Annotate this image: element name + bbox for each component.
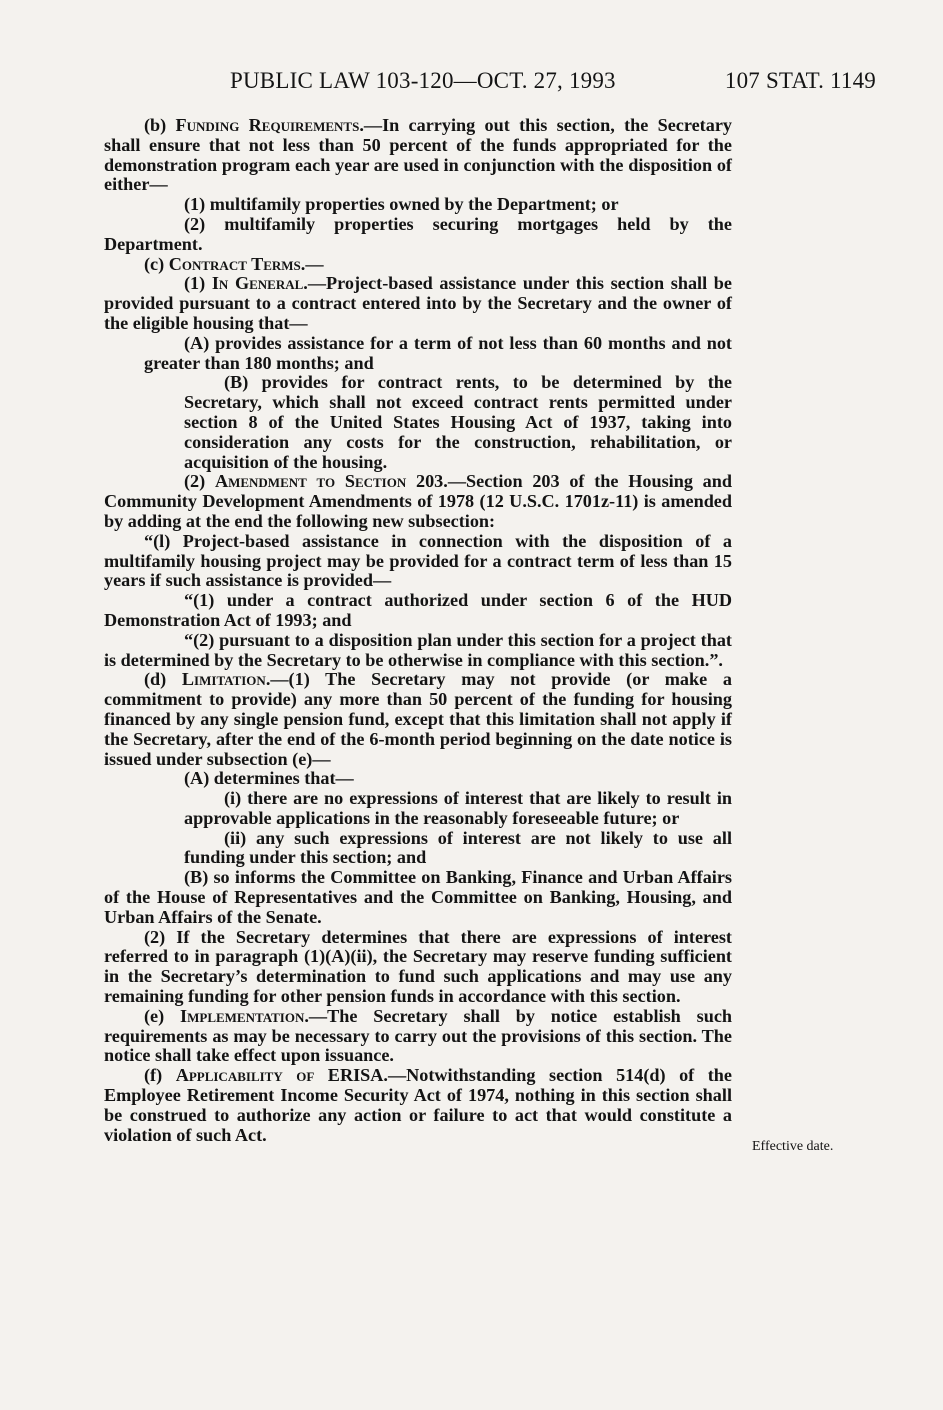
paragraph-c-contract-terms: (c) Contract Terms.— [144,253,324,274]
paragraph-quoted-l-1: “(1) under a contract authorized under section 6 of the HUD Demonstration Act of 1993; and [104,590,732,630]
paragraph-d-1-a: (A) determines that— [184,768,354,789]
header-title: PUBLIC LAW 103-120—OCT. 27, 1993 [230,68,616,93]
paragraph-quoted-l-2: “(2) pursuant to a disposition plan under this section for a project that is determined by the Secretary to be otherwise in compliance with this section.”. [104,629,732,670]
paragraph-d-1-b: (B) so informs the Committee on Banking, Finance and Urban Affairs of the House of Representatives and the Committee on Banking, Housing, and Urban Affairs of the Senate. [104,867,732,927]
paragraph-c-2-amendment: (2) Amendment to Section 203.—Section 203 of the Housing and Community Development Amendments of 1978 (12 U.S.C. 1701z-11) is amended by adding at the end the following new subsection: [104,471,732,531]
paragraph-d-1-a-ii: (ii) any such expressions of interest are not likely to use all funding under this section; and [184,827,732,868]
body-text [104,116,732,1145]
paragraph-d-2: (2) If the Secretary determines that there are expressions of interest referred to in paragraph (1)(A)(ii), the Secretary may reserve funding sufficient in the Secretary’s determination to fund such applications and may use any remaining funding for other pension funds in accordance with this section. [104,926,732,1007]
paragraph-b-funding-requirements: (b) Funding Requirements.—In carrying out this section, the Secretary shall ensure that not less than 50 percent of the funds appropriated for the demonstration program each year are used in conjunction with the disposition of either— [104,115,732,195]
running-header [230,68,876,100]
paragraph-b-2: (2) multifamily properties securing mortgages held by the Department. [104,213,732,254]
paragraph-c-1-a: (A) provides assistance for a term of not less than 60 months and not greater than 180 months; and [144,332,732,373]
paragraph-d-limitation: (d) Limitation.—(1) The Secretary may not provide (or make a commitment to provide) any more than 50 percent of the funding for housing financed by any single pension fund, except that this limitation shall not apply if the Secretary, after the end of the 6-month period beginning on the date notice is issued under subsection (e)— [104,669,732,769]
paragraph-c-1-b: (B) provides for contract rents, to be determined by the Secretary, which shall not exceed contract rents permitted under section 8 of the United States Housing Act of 1937, taking into consideration any costs for the construction, rehabilitation, or acquisition of the housing. [184,372,732,472]
paragraph-c-1-in-general: (1) In General.—Project-based assistance under this section shall be provided pursuant to a contract entered into by the Secretary and the owner of the eligible housing that— [104,273,732,333]
header-stat-citation: 107 STAT. 1149 [724,68,876,93]
paragraph-b-1: (1) multifamily properties owned by the Department; or [184,194,619,215]
paragraph-e-implementation: (e) Implementation.—The Secretary shall by notice establish such requirements as may be necessary to carry out the provisions of this section. The notice shall take effect upon issuance. [104,1005,733,1066]
paragraph-d-1-a-i: (i) there are no expressions of interest that are likely to result in approvable applications in the reasonably foreseeable future; or [184,788,732,828]
paragraph-f-applicability-erisa: (f) Applicability of ERISA.—Notwithstanding section 514(d) of the Employee Retirement Income Security Act of 1974, nothing in this section shall be construed to authorize any action or failure to act that would constitute a violation of such Act. [104,1065,732,1145]
margin-note-effective-date: Effective date. [752,1139,834,1154]
paragraph-quoted-l: “(l) Project-based assistance in connection with the disposition of a multifamily housing project may be provided for a contract term of less than 15 years if such assistance is provided— [104,530,732,591]
